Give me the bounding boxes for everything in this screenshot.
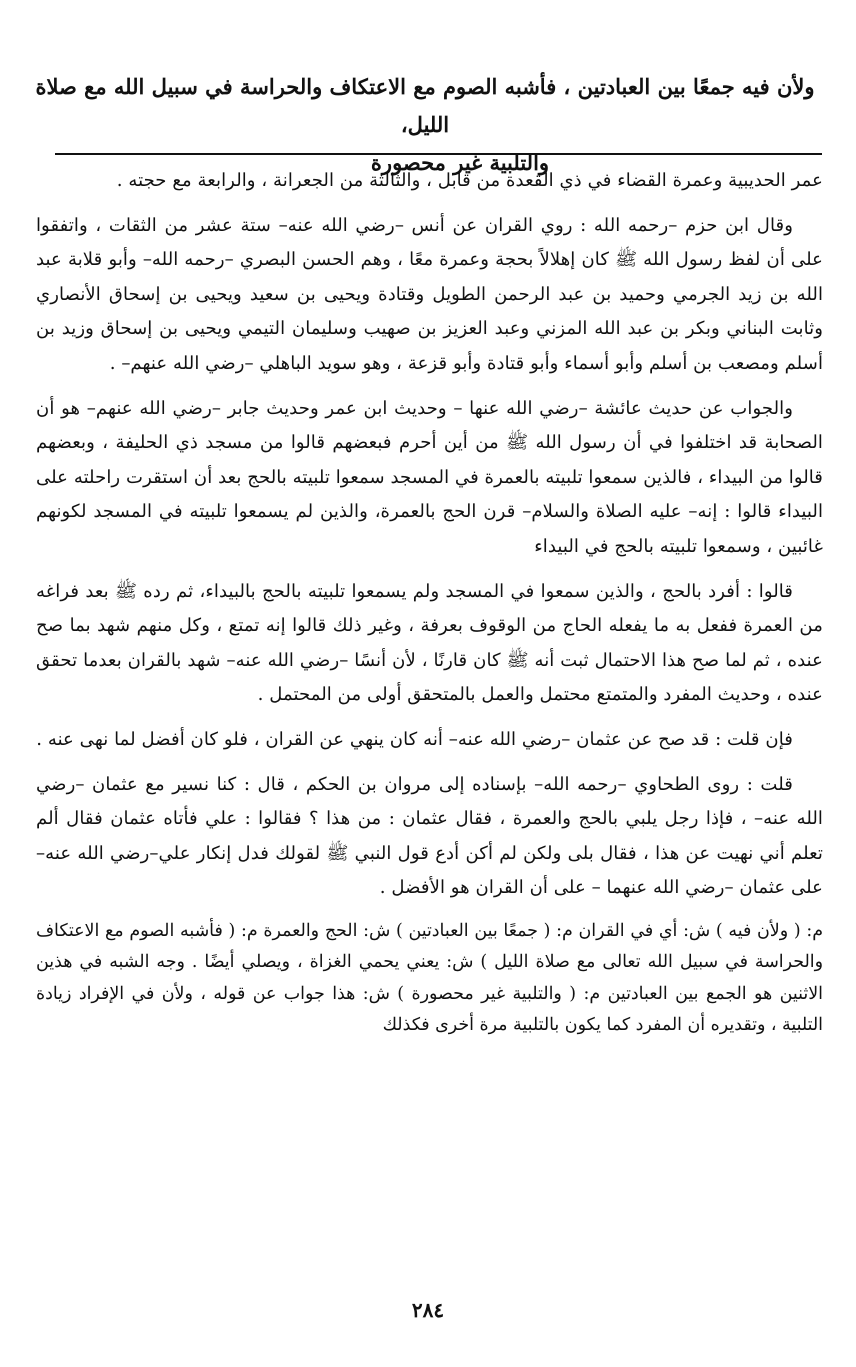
matn-header-line-1: ولأن فيه جمعًا بين العبادتين ، فأشبه الصوم مع الاعتكاف والحراسة في سبيل الله مع صلاة الليل، <box>35 74 815 137</box>
page-number: ٢٨٤ <box>411 1298 445 1322</box>
header-divider <box>55 153 822 155</box>
paragraph-2: وقال ابن حزم –رحمه الله : روي القران عن أنس –رضي الله عنه– ستة عشر من الثقات ، واتفقوا على أن لفظ رسول الله ﷺ كان إهلالاً بحجة وعمرة معًا ، وهم الحسن البصري –رحمه الله– وأبو قلابة عبد الله بن زيد الجرمي وحميد بن عبد الرحمن الطويل وقتادة ويحيى بن سعيد ويحيى بن إسحاق الأنصاري وثابت البناني وبكر بن عبد الله المزني وعبد العزيز بن صهيب وسليمان التيمي ويحيى بن إسحاق وزيد بن أسلم ومصعب بن أسلم وأبو أسماء وأبو قتادة وأبو قزعة ، وهو سويد الباهلي –رضي الله عنهم– . <box>36 214 823 374</box>
paragraph-3: والجواب عن حديث عائشة –رضي الله عنها – وحديث ابن عمر وحديث جابر –رضي الله عنهم– هو أن الصحابة قد اختلفوا في أن رسول الله ﷺ من أين أحرم فبعضهم قالوا من مسجد ذي الحليفة ، وبعضهم قالوا من البيداء ، فالذين سمعوا تلبيته بالعمرة في المسجد سمعوا تلبيته بالحج بعد أن استقرت راحلته على البيداء قالوا : إنه– عليه الصلاة والسلام– قرن الحج بالعمرة، والذين لم يسمعوا تلبيته في المسجد لكونهم غائبين ، وسمعوا تلبيته بالحج في البيداء <box>36 397 823 557</box>
commentary-body <box>36 164 823 1052</box>
paragraph-4: قالوا : أفرد بالحج ، والذين سمعوا في المسجد ولم يسمعوا تلبيته بالحج بالبيداء، ثم رده ﷺ بعد فراغه من العمرة ففعل به ما يفعله الحاج من الوقوف بعرفة ، وغير ذلك قالوا إنه تمتع ، وكل منهم شهد بما صح عنده ، ثم لما صح هذا الاحتمال ثبت أنه ﷺ كان قارنًا ، لأن أنسًا –رضي الله عنه– شهد بالقران بعدما تحقق عنده ، وحديث المفرد والمتمتع محتمل والعمل بالمتحقق أولى من المحتمل . <box>36 580 823 706</box>
paragraph-6: قلت : روى الطحاوي –رحمه الله– بإسناده إلى مروان بن الحكم ، قال : كنا نسير مع عثمان –رضي الله عنه– ، فإذا رجل يلبي بالحج والعمرة ، فقال عثمان : من هذا ؟ فقالوا : علي فأتاه عثمان فقال ألم تعلم أني نهيت عن هذا ، فقال بلى ولكن لم أكن أدع قول النبي ﷺ لقولك فدل إنكار علي–رضي الله عنه– على عثمان –رضي الله عنهما – على أن القران هو الأفضل . <box>36 773 823 899</box>
paragraph-7-commentary: م: ( ولأن فيه ) ش: أي في القران م: ( جمعًا بين العبادتين ) ش: الحج والعمرة م: ( فأشبه الصوم مع الاعتكاف والحراسة في سبيل الله تعالى مع صلاة الليل ) ش: يعني يحمي الغزاة ، ويصلي أيضًا . وجه الشبه في هذين الاثنين هو الجمع بين العبادتين م: ( والتلبية غير محصورة ) ش: هذا جواب عن قوله ، ولأن في الإفراد زيادة التلبية ، وتقديره أن المفرد كما يكون بالتلبية مرة أخرى فكذلك <box>36 920 824 1036</box>
matn-header-line-2: والتلبية غير محصورة <box>370 150 550 175</box>
paragraph-1: عمر الحديبية وعمرة القضاء في ذي القعدة من قابل ، والثالثة من الجعرانة ، والرابعة مع حجته . <box>116 170 823 191</box>
paragraph-5: فإن قلت : قد صح عن عثمان –رضي الله عنه– أنه كان ينهي عن القران ، فلو كان أفضل لما نهى عنه . <box>36 728 793 750</box>
